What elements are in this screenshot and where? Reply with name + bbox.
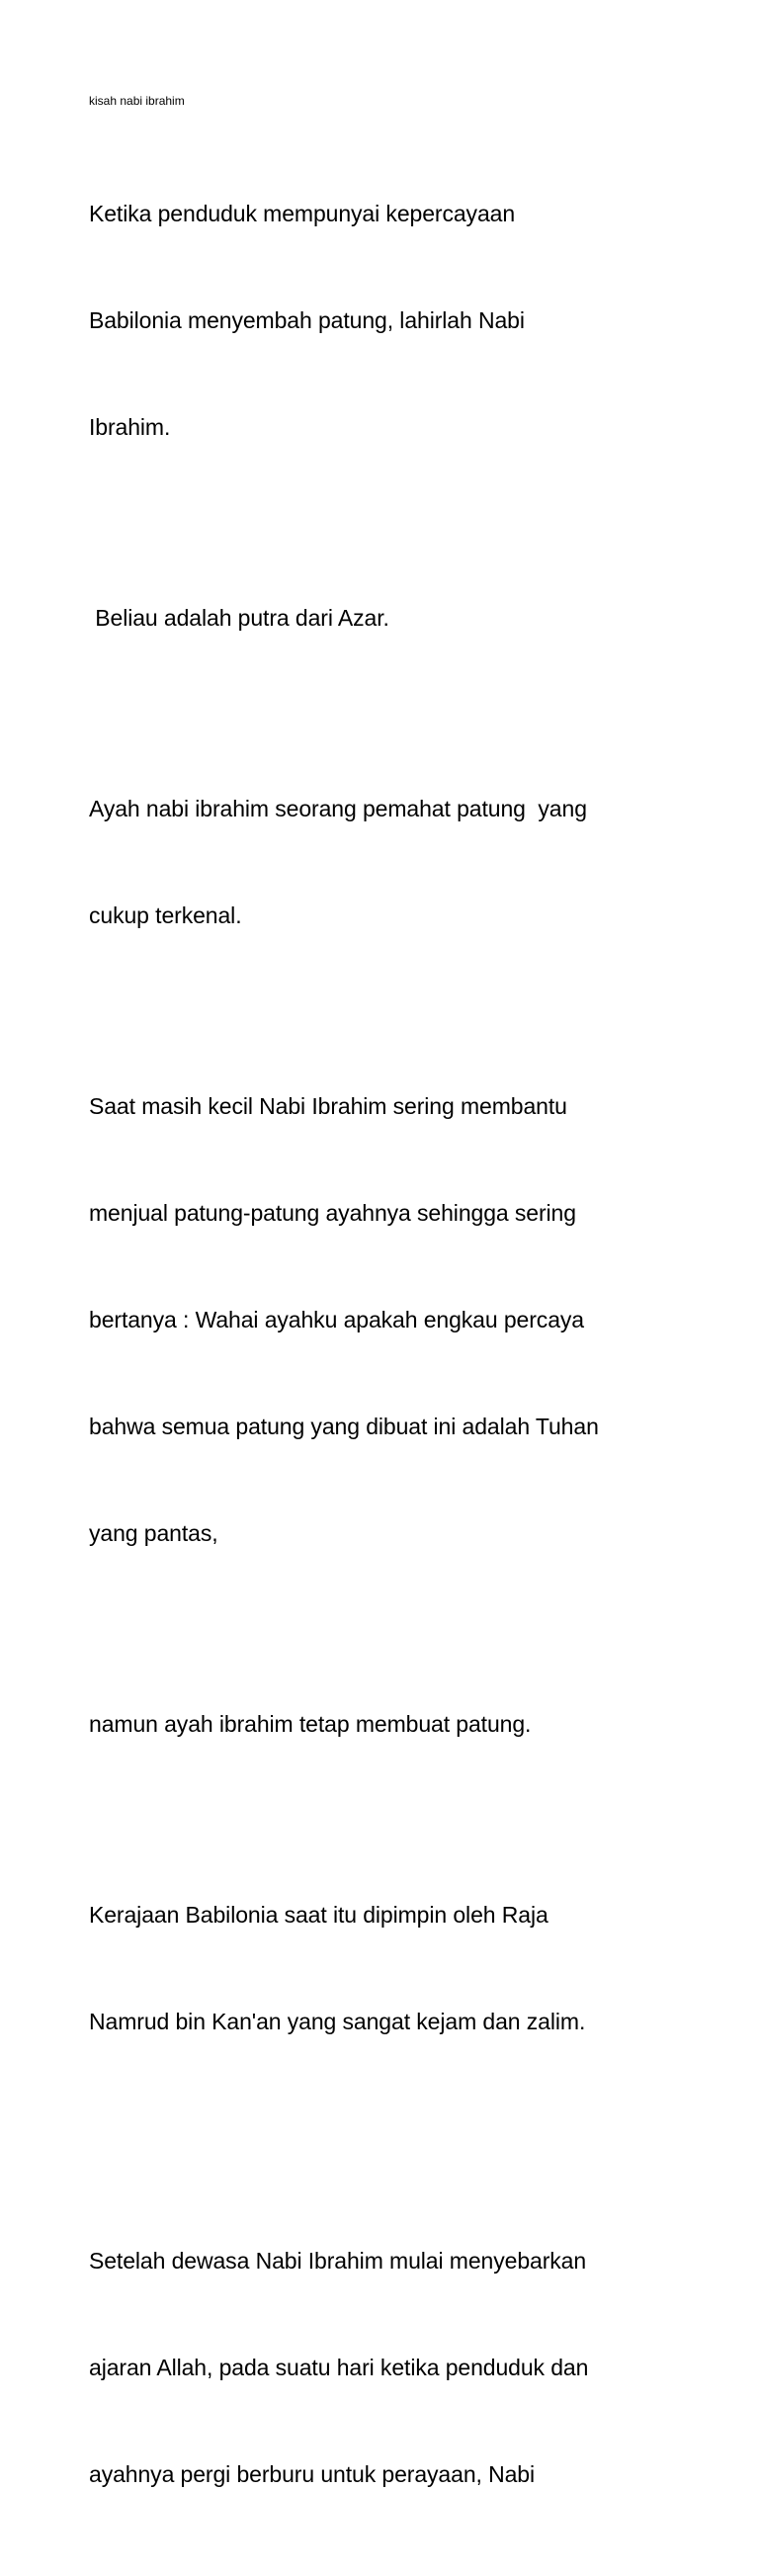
text-line: menjual patung-patung ayahnya sehingga sering [89,1200,576,1226]
paragraph-5 [89,1635,721,1813]
paragraph-7 [89,2172,721,2563]
paragraph-1 [89,125,721,516]
text-line: Babilonia menyembah patung, lahirlah Nabi [89,307,525,333]
text-line: Kerajaan Babilonia saat itu dipimpin oleh Raja [89,1902,548,1928]
text-line: ajaran Allah, pada suatu hari ketika penduduk dan [89,2355,589,2380]
document-body [89,125,721,2576]
text-line: yang pantas, [89,1520,218,1546]
text-line: Ibrahim. [89,414,171,440]
paragraph-3 [89,720,721,1004]
text-line: Saat masih kecil Nabi Ibrahim sering membantu [89,1093,567,1119]
text-line: bahwa semua patung yang dibuat ini adalah Tuhan [89,1414,599,1439]
text-line: ayahnya pergi berburu untuk perayaan, Nabi [89,2461,535,2487]
paragraph-4 [89,1017,721,1622]
text-line: namun ayah ibrahim tetap membuat patung. [89,1711,532,1737]
paragraph-6 [89,1826,721,2110]
text-line: bertanya : Wahai ayahku apakah engkau percaya [89,1307,584,1332]
text-line: Ketika penduduk mempunyai kepercayaan [89,201,516,226]
paragraph-2 [89,529,721,707]
text-line: Setelah dewasa Nabi Ibrahim mulai menyebarkan [89,2248,587,2274]
text-line: cukup terkenal. [89,902,242,928]
blank-line [89,2123,721,2159]
text-line: Namrud bin Kan'an yang sangat kejam dan zalim. [89,2009,586,2034]
document-title: kisah nabi ibrahim [89,94,185,108]
text-line: Beliau adalah putra dari Azar. [89,605,389,631]
text-line: Ayah nabi ibrahim seorang pemahat patung yang [89,796,587,821]
